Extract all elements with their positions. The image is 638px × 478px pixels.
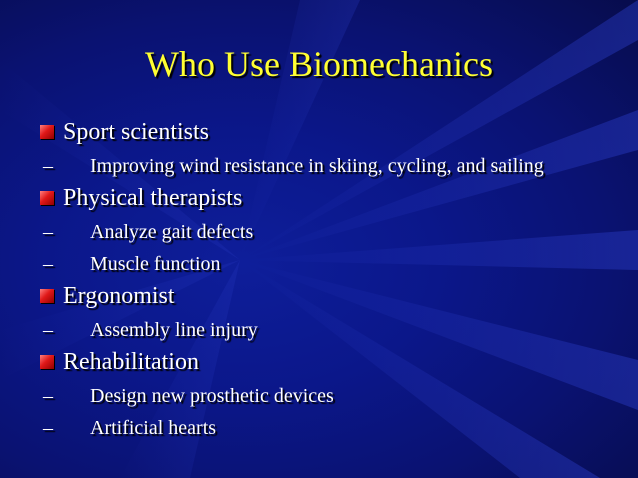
sub-item [40,248,630,280]
bullet-item [40,346,630,380]
bullet-item [40,280,630,314]
bullet-list [40,116,630,444]
dash-marker: – [43,319,53,341]
sub-text: Muscle function [90,253,221,275]
square-bullet-icon [40,355,54,369]
dash-marker: – [43,417,53,439]
dash-marker: – [43,221,53,243]
sub-item [40,314,630,346]
sub-item [40,150,630,182]
bullet-item [40,182,630,216]
square-bullet-icon [40,191,54,205]
sub-text: Improving wind resistance in skiing, cycling, and sailing [90,155,544,177]
bullet-text: Ergonomist [63,283,175,309]
sub-item [40,380,630,412]
square-bullet-icon [40,125,54,139]
dash-marker: – [43,253,53,275]
sub-text: Assembly line injury [90,319,258,341]
bullet-text: Physical therapists [63,185,243,211]
slide-title: Who Use Biomechanics [145,44,493,84]
sub-text: Design new prosthetic devices [90,385,334,407]
bullet-item [40,116,630,150]
square-bullet-icon [40,289,54,303]
sub-item [40,216,630,248]
sub-text: Analyze gait defects [90,221,254,243]
dash-marker: – [43,385,53,407]
sub-text: Artificial hearts [90,417,217,439]
bullet-text: Sport scientists [63,119,210,145]
bullet-text: Rehabilitation [63,349,199,375]
sub-item [40,412,630,444]
dash-marker: – [43,155,53,177]
